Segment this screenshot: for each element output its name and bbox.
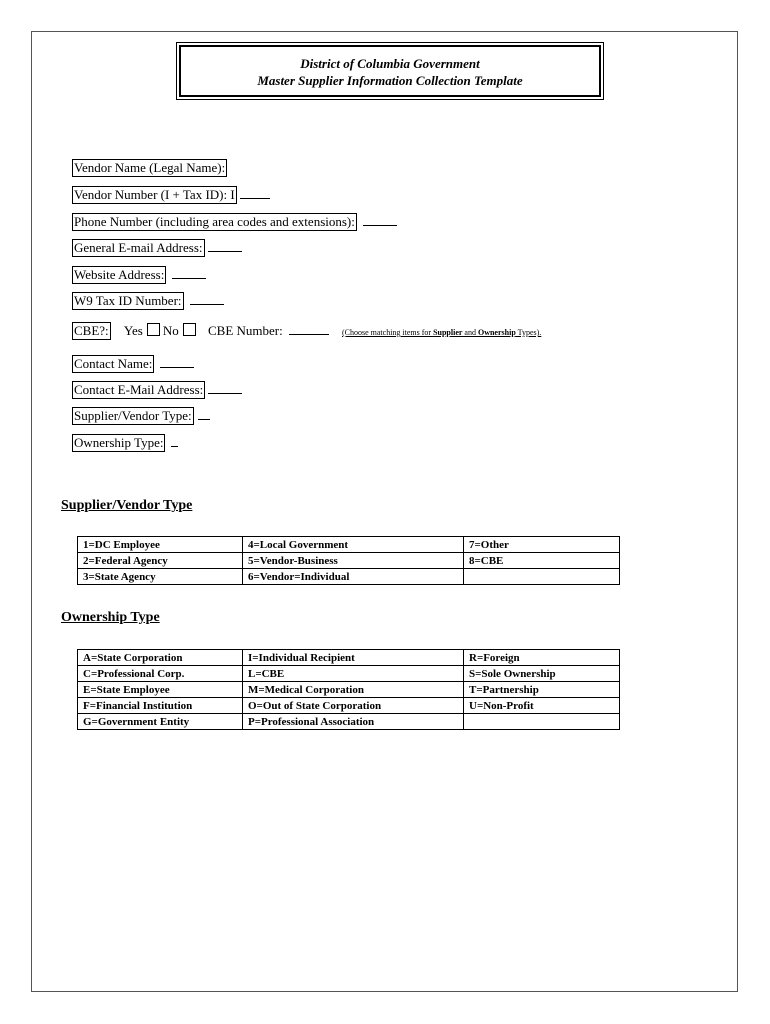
vendor-number-blank[interactable] xyxy=(240,186,270,199)
website-blank[interactable] xyxy=(172,266,206,279)
table-cell: M=Medical Corporation xyxy=(243,682,464,698)
table-cell: G=Government Entity xyxy=(78,714,243,730)
supplier-type-label: Supplier/Vendor Type: xyxy=(74,408,192,423)
email-field[interactable] xyxy=(72,239,242,257)
table-cell: 5=Vendor-Business xyxy=(243,553,464,569)
email-label: General E-mail Address: xyxy=(74,240,203,255)
table-cell: L=CBE xyxy=(243,666,464,682)
table-row xyxy=(78,553,620,569)
cbe-yes-checkbox[interactable] xyxy=(147,323,160,336)
w9-label: W9 Tax ID Number: xyxy=(74,293,182,308)
cbe-row xyxy=(72,322,541,340)
cbe-no-label: No xyxy=(162,323,179,338)
cbe-note-ownership: Ownership xyxy=(477,328,516,337)
supplier-section-title: Supplier/Vendor Type xyxy=(61,498,193,513)
table-row xyxy=(78,714,620,730)
supplier-type-blank[interactable] xyxy=(198,407,210,420)
cbe-note-pre: (Choose matching items for xyxy=(341,328,434,337)
w9-blank[interactable] xyxy=(190,292,224,305)
table-cell: 7=Other xyxy=(464,537,620,553)
vendor-name-field[interactable] xyxy=(72,159,227,177)
ownership-type-field[interactable] xyxy=(72,434,178,452)
website-field[interactable] xyxy=(72,266,206,284)
vendor-number-field[interactable] xyxy=(72,186,270,204)
table-cell: 8=CBE xyxy=(464,553,620,569)
contact-name-field[interactable] xyxy=(72,355,194,373)
vendor-number-label: Vendor Number (I + Tax ID): I xyxy=(74,187,235,202)
phone-blank[interactable] xyxy=(363,213,397,226)
supplier-type-field[interactable] xyxy=(72,407,210,425)
header-line-1: District of Columbia Government xyxy=(300,56,480,71)
vendor-name-label: Vendor Name (Legal Name): xyxy=(74,160,226,175)
table-cell: 4=Local Government xyxy=(243,537,464,553)
table-cell: O=Out of State Corporation xyxy=(243,698,464,714)
table-cell: T=Partnership xyxy=(464,682,620,698)
cbe-number-label: CBE Number: xyxy=(207,323,283,338)
ownership-type-table xyxy=(77,649,620,730)
cbe-label: CBE?: xyxy=(74,323,109,338)
supplier-type-table xyxy=(77,536,620,585)
table-cell: F=Financial Institution xyxy=(78,698,243,714)
cbe-yes-label: Yes xyxy=(123,323,143,338)
table-row xyxy=(78,682,620,698)
contact-email-label: Contact E-Mail Address: xyxy=(74,382,204,397)
table-row xyxy=(78,537,620,553)
phone-field[interactable] xyxy=(72,213,397,231)
table-cell: P=Professional Association xyxy=(243,714,464,730)
cbe-note-and: and xyxy=(462,328,478,337)
contact-name-label: Contact Name: xyxy=(74,356,153,371)
ownership-type-blank[interactable] xyxy=(171,434,178,447)
phone-label: Phone Number (including area codes and extensions): xyxy=(74,214,355,229)
table-cell: U=Non-Profit xyxy=(464,698,620,714)
table-cell: R=Foreign xyxy=(464,650,620,666)
cbe-note-post: Types). xyxy=(515,328,542,337)
table-cell: E=State Employee xyxy=(78,682,243,698)
header-box xyxy=(176,42,604,100)
ownership-section-title: Ownership Type xyxy=(61,610,160,625)
cbe-number-blank[interactable] xyxy=(289,322,329,335)
table-row xyxy=(78,698,620,714)
contact-name-blank[interactable] xyxy=(160,355,194,368)
email-blank[interactable] xyxy=(208,239,242,252)
table-cell: 6=Vendor=Individual xyxy=(243,569,464,585)
table-cell: 1=DC Employee xyxy=(78,537,243,553)
w9-field[interactable] xyxy=(72,292,224,310)
table-cell: 2=Federal Agency xyxy=(78,553,243,569)
table-cell xyxy=(464,569,620,585)
ownership-type-label: Ownership Type: xyxy=(74,435,164,450)
table-cell: S=Sole Ownership xyxy=(464,666,620,682)
contact-email-field[interactable] xyxy=(72,381,242,399)
cbe-note xyxy=(342,328,541,337)
cbe-note-supplier: Supplier xyxy=(433,328,463,337)
cbe-no-checkbox[interactable] xyxy=(183,323,196,336)
table-cell: A=State Corporation xyxy=(78,650,243,666)
website-label: Website Address: xyxy=(74,267,165,282)
header-inner xyxy=(179,45,601,97)
table-row xyxy=(78,666,620,682)
table-cell: I=Individual Recipient xyxy=(243,650,464,666)
header-line-2: Master Supplier Information Collection Template xyxy=(257,73,523,88)
table-row xyxy=(78,650,620,666)
table-cell: 3=State Agency xyxy=(78,569,243,585)
table-row xyxy=(78,569,620,585)
table-cell: C=Professional Corp. xyxy=(78,666,243,682)
contact-email-blank[interactable] xyxy=(208,381,242,394)
table-cell xyxy=(464,714,620,730)
